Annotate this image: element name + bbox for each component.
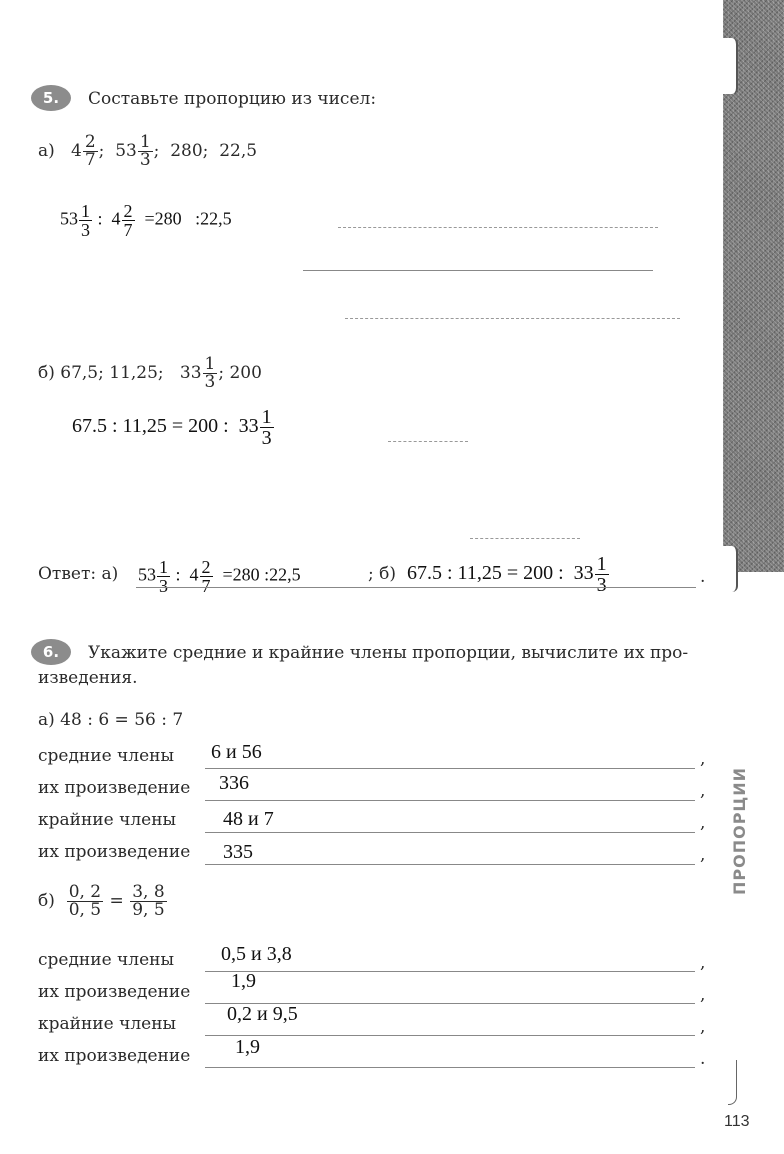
answer-line	[205, 971, 695, 972]
task-6b-equation: б) $\frac{0, 2}{0, 5}$ = $\frac{3, 8}{9, 5}$	[38, 882, 165, 920]
answer-line	[205, 768, 695, 769]
write-line	[303, 270, 653, 271]
write-line	[338, 227, 658, 228]
write-line	[388, 441, 468, 442]
answer-line	[205, 832, 695, 833]
row-end: ,	[700, 749, 706, 769]
margin-bracket	[728, 1060, 737, 1105]
task-5b-handwritten: 67.5 : 11,25 = 200 : 33 $\frac{1}{3}$	[72, 406, 272, 449]
row-end: ,	[700, 985, 706, 1005]
row-label: их произведение	[38, 982, 191, 1002]
row-answer: 0,2 и 9,5	[227, 1003, 298, 1025]
row-answer: 1,9	[235, 1036, 260, 1058]
row-end: ,	[700, 781, 706, 801]
task-6-title-line2: изведения.	[38, 668, 138, 688]
row-end: ,	[700, 953, 706, 973]
page-number: 113	[724, 1113, 750, 1130]
row-answer: 1,9	[231, 970, 256, 992]
row-label: средние члены	[38, 950, 175, 970]
row-end: .	[700, 1049, 706, 1069]
row-end: ,	[700, 1017, 706, 1037]
answer-line	[205, 1067, 695, 1068]
row-answer: 336	[219, 772, 249, 794]
task-5-answer-b: 67.5 : 11,25 = 200 : 33 $\frac{1}{3}$	[407, 553, 607, 596]
task-5-answer-label: Ответ: а)	[38, 564, 119, 584]
answer-line	[136, 587, 696, 588]
write-line	[470, 538, 580, 539]
row-label: их произведение	[38, 1046, 191, 1066]
row-answer: 335	[223, 841, 253, 863]
task-6a-equation: а) 48 : 6 = 56 : 7	[38, 710, 184, 730]
side-tab-bottom	[722, 546, 738, 592]
row-label: их произведение	[38, 778, 191, 798]
answer-line	[205, 864, 695, 865]
row-answer: 0,5 и 3,8	[221, 943, 292, 965]
row-label: их произведение	[38, 842, 191, 862]
row-label: крайние члены	[38, 1014, 177, 1034]
side-tab-top	[722, 38, 738, 94]
row-label: средние члены	[38, 746, 175, 766]
row-end: ,	[700, 813, 706, 833]
task-5-badge: 5.	[31, 85, 71, 111]
write-line	[345, 318, 680, 319]
task-5-answer-sep: ; б)	[368, 564, 396, 584]
task-5a-handwritten: 53 $\frac{1}{3}$ : 4 $\frac{2}{7}$ =280 :22,5	[60, 201, 232, 240]
task-5-answer-a: 53 $\frac{1}{3}$ : 4 $\frac{2}{7}$ =280 :22,5	[138, 557, 301, 596]
row-end: ,	[700, 845, 706, 865]
row-answer: 48 и 7	[223, 808, 274, 830]
row-label: крайние члены	[38, 810, 177, 830]
task-5-answer-end: .	[700, 567, 706, 587]
answer-line	[205, 1035, 695, 1036]
task-5b-numbers: б) 67,5; 11,25; 33 $\frac{1}{3}$ ; 200	[38, 354, 262, 392]
task-6-badge: 6.	[31, 639, 71, 665]
task-5-title: Составьте пропорцию из чисел:	[88, 89, 377, 109]
row-answer: 6 и 56	[211, 741, 262, 763]
side-chapter-label: ПРОПОРЦИИ	[730, 766, 749, 896]
answer-line	[205, 800, 695, 801]
task-5a-numbers: а) 4 $\frac{2}{7}$ ; 53 $\frac{1}{3}$ ; 280; 22,5	[38, 132, 258, 170]
task-6-title-line1: Укажите средние и крайние члены пропорции, вычислите их про-	[88, 643, 689, 663]
